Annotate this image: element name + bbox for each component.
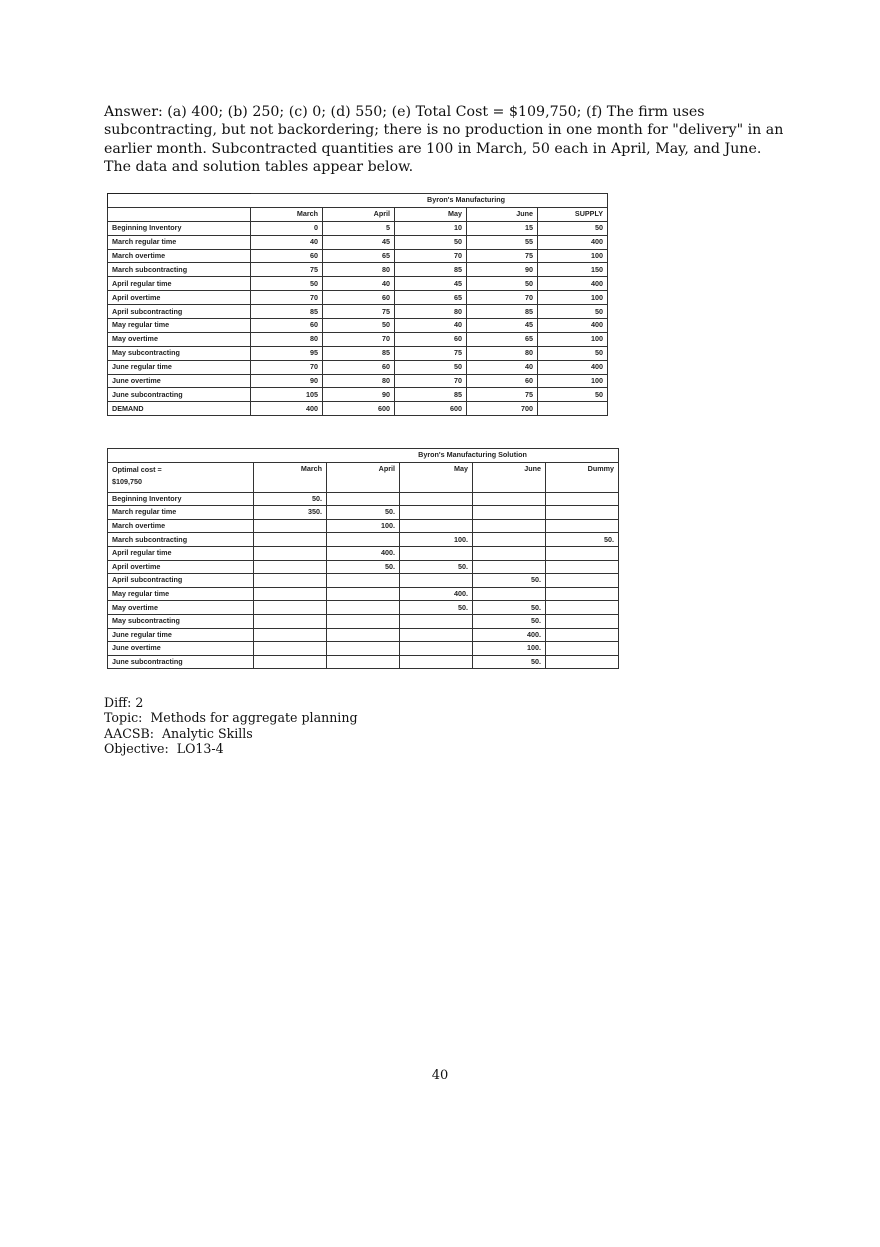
solution-header-june: June xyxy=(473,462,546,492)
solution-table-row xyxy=(108,655,619,669)
row-label: April overtime xyxy=(108,560,254,574)
data-cell: 85 xyxy=(251,305,323,319)
data-cell: 45 xyxy=(323,235,395,249)
solution-cell xyxy=(473,587,546,601)
data-table-row xyxy=(108,374,608,388)
data-cell: 100 xyxy=(538,374,608,388)
data-header-blank xyxy=(108,207,251,221)
data-header-cell: SUPPLY xyxy=(538,207,608,221)
solution-cell: 50. xyxy=(546,533,619,547)
data-cell: 50 xyxy=(251,277,323,291)
row-label: April regular time xyxy=(108,277,251,291)
solution-cell: 350. xyxy=(254,506,327,520)
solution-cell: 50. xyxy=(400,560,473,574)
solution-cell xyxy=(400,519,473,533)
solution-cell xyxy=(254,587,327,601)
solution-cell xyxy=(546,628,619,642)
solution-cell: 400. xyxy=(327,546,400,560)
solution-cell xyxy=(473,519,546,533)
data-cell: 55 xyxy=(467,235,538,249)
solution-cell xyxy=(254,614,327,628)
solution-cell xyxy=(546,506,619,520)
solution-cell xyxy=(327,492,400,506)
solution-header-april: April xyxy=(327,462,400,492)
data-cell: 400 xyxy=(538,319,608,333)
data-table-row xyxy=(108,277,608,291)
solution-cell xyxy=(546,546,619,560)
solution-cell xyxy=(400,546,473,560)
data-cell: 70 xyxy=(395,249,467,263)
data-header-cell: June xyxy=(467,207,538,221)
data-cell: 400 xyxy=(538,235,608,249)
data-cell: 60 xyxy=(251,319,323,333)
data-cell: 65 xyxy=(395,291,467,305)
solution-cell xyxy=(327,601,400,615)
objective: Objective: LO13-4 xyxy=(104,741,224,757)
row-label: April regular time xyxy=(108,546,254,560)
row-label: June subcontracting xyxy=(108,388,251,402)
data-cell: 50 xyxy=(538,305,608,319)
solution-cell: 100. xyxy=(327,519,400,533)
optimal-cost-label: Optimal cost = xyxy=(112,464,162,474)
data-table-row xyxy=(108,388,608,402)
data-cell: 85 xyxy=(323,346,395,360)
data-cell: 80 xyxy=(323,263,395,277)
solution-table-title: Byron's Manufacturing Solution xyxy=(400,449,546,463)
data-cell: 100 xyxy=(538,249,608,263)
solution-cell xyxy=(254,519,327,533)
data-header-cell: April xyxy=(323,207,395,221)
data-cell: 50 xyxy=(538,388,608,402)
page-number: 40 xyxy=(431,1068,449,1083)
solution-cell xyxy=(400,614,473,628)
data-cell: 90 xyxy=(467,263,538,277)
solution-cell: 100. xyxy=(473,642,546,656)
data-cell: 70 xyxy=(251,360,323,374)
solution-cell xyxy=(327,614,400,628)
data-cell: 85 xyxy=(395,263,467,277)
solution-table-row xyxy=(108,492,619,506)
solution-cell xyxy=(473,506,546,520)
solution-cell xyxy=(546,574,619,588)
solution-cell xyxy=(546,560,619,574)
row-label: March regular time xyxy=(108,506,254,520)
data-cell: 50 xyxy=(395,360,467,374)
data-cell: 95 xyxy=(251,346,323,360)
solution-cell xyxy=(546,492,619,506)
data-cell: 60 xyxy=(395,332,467,346)
solution-cell xyxy=(400,506,473,520)
solution-cell xyxy=(546,601,619,615)
solution-cell xyxy=(546,655,619,669)
data-table-row xyxy=(108,235,608,249)
row-label: March overtime xyxy=(108,519,254,533)
data-table-row xyxy=(108,332,608,346)
data-header-cell: March xyxy=(251,207,323,221)
solution-cell xyxy=(254,628,327,642)
solution-table-row xyxy=(108,560,619,574)
data-header-cell: May xyxy=(395,207,467,221)
solution-table-row xyxy=(108,519,619,533)
solution-cell xyxy=(400,642,473,656)
row-label: May subcontracting xyxy=(108,614,254,628)
data-cell: 60 xyxy=(323,360,395,374)
data-cell: 75 xyxy=(323,305,395,319)
solution-cell xyxy=(473,560,546,574)
solution-cell xyxy=(254,655,327,669)
solution-table-row xyxy=(108,546,619,560)
solution-table-row xyxy=(108,574,619,588)
data-cell: 100 xyxy=(538,291,608,305)
data-table-row xyxy=(108,360,608,374)
data-table-row xyxy=(108,402,608,416)
row-label: April overtime xyxy=(108,291,251,305)
data-cell: 60 xyxy=(323,291,395,305)
data-cell: 50 xyxy=(538,221,608,235)
optimal-cost-cell xyxy=(108,462,254,492)
data-cell: 80 xyxy=(251,332,323,346)
row-label: May regular time xyxy=(108,319,251,333)
row-label: March regular time xyxy=(108,235,251,249)
solution-header-may: May xyxy=(400,462,473,492)
data-cell xyxy=(538,402,608,416)
row-label: DEMAND xyxy=(108,402,251,416)
solution-cell: 50. xyxy=(327,560,400,574)
data-cell: 70 xyxy=(467,291,538,305)
solution-cell xyxy=(473,546,546,560)
solution-cell xyxy=(400,628,473,642)
row-label: May overtime xyxy=(108,332,251,346)
row-label: March subcontracting xyxy=(108,263,251,277)
data-cell: 75 xyxy=(467,388,538,402)
solution-cell xyxy=(254,574,327,588)
data-table xyxy=(107,193,608,416)
data-cell: 5 xyxy=(323,221,395,235)
solution-cell xyxy=(400,655,473,669)
row-label: March subcontracting xyxy=(108,533,254,547)
solution-cell: 50. xyxy=(473,574,546,588)
solution-header-march: March xyxy=(254,462,327,492)
data-cell: 80 xyxy=(467,346,538,360)
data-table-title: Byron's Manufacturing xyxy=(395,194,538,208)
row-label: June subcontracting xyxy=(108,655,254,669)
row-label: May regular time xyxy=(108,587,254,601)
row-label: June regular time xyxy=(108,360,251,374)
data-cell: 50 xyxy=(395,235,467,249)
solution-table-row xyxy=(108,506,619,520)
data-cell: 40 xyxy=(395,319,467,333)
solution-cell xyxy=(473,533,546,547)
data-cell: 40 xyxy=(323,277,395,291)
solution-cell: 50. xyxy=(400,601,473,615)
data-cell: 15 xyxy=(467,221,538,235)
solution-cell xyxy=(546,614,619,628)
data-cell: 100 xyxy=(538,332,608,346)
data-cell: 70 xyxy=(323,332,395,346)
row-label: April subcontracting xyxy=(108,574,254,588)
solution-cell: 50. xyxy=(473,601,546,615)
data-cell: 85 xyxy=(467,305,538,319)
row-label: April subcontracting xyxy=(108,305,251,319)
row-label: June overtime xyxy=(108,642,254,656)
solution-cell xyxy=(327,533,400,547)
data-cell: 40 xyxy=(467,360,538,374)
data-cell: 400 xyxy=(538,277,608,291)
solution-table-row xyxy=(108,642,619,656)
row-label: May overtime xyxy=(108,601,254,615)
optimal-cost-value: $109,750 xyxy=(112,476,142,486)
data-cell: 50 xyxy=(538,346,608,360)
solution-header-dummy: Dummy xyxy=(546,462,619,492)
data-cell: 10 xyxy=(395,221,467,235)
solution-cell xyxy=(254,533,327,547)
solution-cell: 50. xyxy=(473,614,546,628)
topic: Topic: Methods for aggregate planning xyxy=(104,710,358,726)
data-table-row xyxy=(108,249,608,263)
data-cell: 400 xyxy=(538,360,608,374)
data-cell: 90 xyxy=(323,388,395,402)
answer-paragraph: Answer: (a) 400; (b) 250; (c) 0; (d) 550; (e) Total Cost = $109,750; (f) The firm uses subcontracting, but not backordering; there is no production in one month for "delivery" in an earlier month. Subcontracted quantities are 100 in March, 50 each in April, May, and June. The data and solution tables appear below. xyxy=(104,104,784,175)
data-cell: 90 xyxy=(251,374,323,388)
data-cell: 70 xyxy=(395,374,467,388)
data-cell: 60 xyxy=(251,249,323,263)
aacsb: AACSB: Analytic Skills xyxy=(104,725,253,741)
solution-table-row xyxy=(108,587,619,601)
solution-cell: 50. xyxy=(327,506,400,520)
data-cell: 75 xyxy=(395,346,467,360)
data-cell: 65 xyxy=(323,249,395,263)
data-cell: 0 xyxy=(251,221,323,235)
solution-cell xyxy=(327,587,400,601)
row-label: June regular time xyxy=(108,628,254,642)
data-cell: 700 xyxy=(467,402,538,416)
solution-cell xyxy=(327,642,400,656)
data-table-row xyxy=(108,346,608,360)
data-cell: 50 xyxy=(323,319,395,333)
solution-cell xyxy=(327,628,400,642)
data-cell: 600 xyxy=(323,402,395,416)
row-label: May subcontracting xyxy=(108,346,251,360)
data-cell: 40 xyxy=(251,235,323,249)
difficulty: Diff: 2 xyxy=(104,695,144,710)
solution-cell: 50. xyxy=(254,492,327,506)
solution-cell xyxy=(254,560,327,574)
solution-cell xyxy=(546,587,619,601)
solution-cell xyxy=(400,574,473,588)
data-cell: 150 xyxy=(538,263,608,277)
data-cell: 65 xyxy=(467,332,538,346)
question-metadata xyxy=(104,695,358,757)
data-cell: 70 xyxy=(251,291,323,305)
solution-cell: 50. xyxy=(473,655,546,669)
solution-table-row xyxy=(108,614,619,628)
data-cell: 400 xyxy=(251,402,323,416)
data-cell: 105 xyxy=(251,388,323,402)
data-cell: 80 xyxy=(323,374,395,388)
solution-table-row xyxy=(108,533,619,547)
data-cell: 75 xyxy=(467,249,538,263)
solution-cell xyxy=(254,601,327,615)
solution-cell: 400. xyxy=(400,587,473,601)
data-table-row xyxy=(108,319,608,333)
data-cell: 80 xyxy=(395,305,467,319)
row-label: Beginning Inventory xyxy=(108,492,254,506)
row-label: June overtime xyxy=(108,374,251,388)
solution-cell xyxy=(327,574,400,588)
row-label: Beginning Inventory xyxy=(108,221,251,235)
solution-cell: 100. xyxy=(400,533,473,547)
data-cell: 600 xyxy=(395,402,467,416)
data-table-row xyxy=(108,263,608,277)
solution-cell xyxy=(254,642,327,656)
solution-cell: 400. xyxy=(473,628,546,642)
solution-cell xyxy=(254,546,327,560)
solution-table xyxy=(107,448,619,669)
solution-table-row xyxy=(108,628,619,642)
solution-cell xyxy=(546,519,619,533)
solution-cell xyxy=(473,492,546,506)
data-table-row xyxy=(108,291,608,305)
data-table-row xyxy=(108,221,608,235)
data-cell: 45 xyxy=(395,277,467,291)
data-cell: 85 xyxy=(395,388,467,402)
solution-cell xyxy=(546,642,619,656)
data-cell: 60 xyxy=(467,374,538,388)
solution-cell xyxy=(327,655,400,669)
data-cell: 45 xyxy=(467,319,538,333)
solution-table-row xyxy=(108,601,619,615)
row-label: March overtime xyxy=(108,249,251,263)
solution-cell xyxy=(400,492,473,506)
data-cell: 50 xyxy=(467,277,538,291)
data-cell: 75 xyxy=(251,263,323,277)
data-table-row xyxy=(108,305,608,319)
